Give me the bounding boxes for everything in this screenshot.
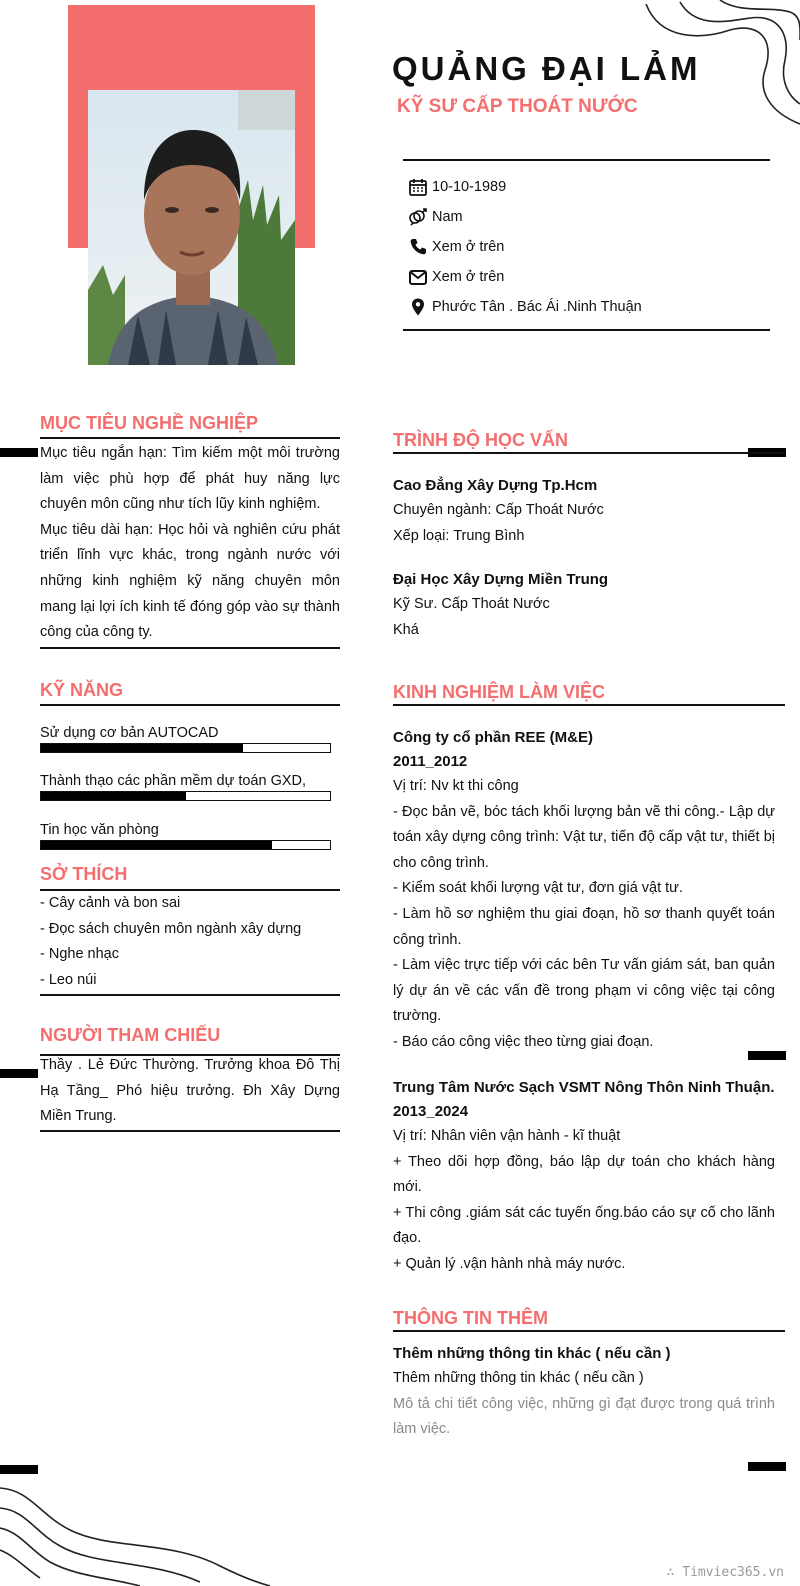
skill-bar-fill	[41, 744, 243, 752]
decorative-swirl-bottom	[0, 1470, 280, 1586]
additional-description: Mô tả chi tiết công việc, những gì đạt được trong quá trình làm việc.	[393, 1395, 775, 1438]
references-title: NGƯỜI THAM CHIẾU	[40, 1025, 221, 1045]
experience-detail: - Đọc bản vẽ, bóc tách khối lượng bản vẽ thi công.- Lập dự toán xây dựng công trình: Vật tư, tiến độ cấp vật tư, thiết bị cho công trình.	[393, 803, 775, 871]
decor-dash-left-2	[0, 1069, 38, 1078]
skill-bar-fill	[41, 792, 186, 800]
hobbies-title: SỞ THÍCH	[40, 864, 128, 884]
contact-row-birthday	[408, 172, 770, 202]
experience-detail: - Làm việc trực tiếp với các bên Tư vấn giám sát, ban quản lý dự án về các vấn đề trong phạm vi công việc tại công trường.	[393, 957, 775, 1025]
envelope-icon	[408, 267, 428, 287]
experience-details	[393, 800, 775, 1056]
education-school: Cao Đẳng Xây Dựng Tp.Hcm	[393, 477, 598, 494]
education-grade: Khá	[393, 621, 419, 638]
objective-text	[40, 441, 340, 646]
education-item	[393, 568, 775, 643]
education-major: Chuyên ngành: Cấp Thoát Nước	[393, 502, 604, 518]
experience-detail: - Kiểm soát khối lượng vật tư, đơn giá vật tư.	[393, 880, 683, 897]
objective-long-term: Mục tiêu dài hạn: Học hỏi và nghiên cứu phát triển lĩnh vực khác, trong ngành nước với những kinh nghiệm kỹ năng chuyên môn mang lại lợi ích kinh tế đóng góp vào sự thành công của công ty.	[40, 521, 340, 641]
references-bottom-rule	[40, 1130, 340, 1132]
experience-detail: + Thi công .giám sát các tuyến ống.báo cáo sự cố cho lãnh đạo.	[393, 1204, 775, 1247]
experience-detail: - Báo cáo công việc theo từng giai đoạn.	[393, 1033, 654, 1050]
skill-bar-fill	[41, 841, 272, 849]
education-rule	[393, 452, 785, 454]
additional-rule	[393, 1330, 785, 1332]
contact-bottom-rule	[403, 329, 770, 331]
list-item: - Cây cảnh và bon sai	[40, 895, 181, 911]
contact-row-gender	[408, 202, 770, 232]
skill-label: Thành thạo các phần mềm dự toán GXD,	[40, 773, 307, 789]
candidate-name: QUẢNG ĐẠI LẢM	[392, 50, 701, 87]
experience-title: KINH NGHIỆM LÀM VIỆC	[393, 682, 606, 702]
decor-dash-left-1	[0, 448, 38, 457]
experience-item	[393, 726, 775, 1056]
contact-row-email	[408, 262, 770, 292]
objective-short-term: Mục tiêu ngắn hạn: Tìm kiếm một môi trường làm việc phù hợp để phát huy năng lực chuyên môn cũng như tích lũy kinh nghiệm.	[40, 445, 340, 513]
hobbies-list	[40, 891, 340, 993]
skill-label: Sử dụng cơ bản AUTOCAD	[40, 725, 219, 741]
skill-item	[40, 772, 340, 801]
calendar-icon	[408, 177, 428, 197]
skill-bar	[40, 791, 331, 801]
education-item	[393, 474, 775, 549]
additional-line: Thêm những thông tin khác ( nếu cần )	[393, 1370, 644, 1386]
education-major: Kỹ Sư. Cấp Thoát Nước	[393, 596, 550, 612]
skill-item	[40, 724, 340, 753]
gender-text: Nam	[432, 209, 463, 225]
experience-item	[393, 1076, 775, 1278]
job-title: KỸ SƯ CẤP THOÁT NƯỚC	[397, 96, 638, 117]
additional-title: THÔNG TIN THÊM	[393, 1308, 548, 1328]
experience-position: Vị trí: Nv kt thi công	[393, 778, 519, 794]
objective-rule	[40, 437, 340, 439]
skill-label: Tin học văn phòng	[40, 822, 159, 838]
contact-info	[408, 172, 770, 322]
phone-icon	[408, 237, 428, 257]
references-text: Thầy . Lẻ Đức Thường. Trưởng khoa Đô Thị Hạ Tầng_ Phó hiệu trưởng. Đh Xây Dựng Miền Trung.	[40, 1057, 340, 1125]
experience-position: Vị trí: Nhân viên vận hành - kĩ thuật	[393, 1128, 621, 1144]
address-text: Phước Tân . Bác Ái .Ninh Thuận	[432, 299, 642, 315]
skill-bar	[40, 743, 331, 753]
education-grade: Xếp loại: Trung Bình	[393, 527, 525, 544]
birthday-text: 10-10-1989	[432, 179, 507, 195]
map-marker-icon	[408, 297, 428, 317]
experience-detail: + Theo dõi hợp đồng, báo lập dự toán cho khách hàng mới.	[393, 1153, 775, 1196]
phone-text: Xem ở trên	[432, 239, 505, 255]
experience-period: 2013_2024	[393, 1103, 469, 1120]
additional-info	[393, 1342, 775, 1443]
decor-dash-left-3	[0, 1465, 38, 1474]
skills-title: KỸ NĂNG	[40, 680, 124, 700]
list-item: - Leo núi	[40, 971, 97, 988]
experience-rule	[393, 704, 785, 706]
skill-bar	[40, 840, 331, 850]
hobbies-bottom-rule	[40, 994, 340, 996]
contact-row-address	[408, 292, 770, 322]
avatar	[88, 90, 295, 365]
contact-row-phone	[408, 232, 770, 262]
experience-detail: + Quản lý .vận hành nhà máy nước.	[393, 1255, 626, 1272]
email-text: Xem ở trên	[432, 269, 505, 285]
experience-period: 2011_2012	[393, 753, 468, 770]
experience-company: Công ty cổ phần REE (M&E)	[393, 729, 593, 746]
experience-details	[393, 1150, 775, 1278]
skill-item	[40, 821, 340, 850]
watermark: ∴ Timviec365.vn	[666, 1565, 784, 1580]
contact-top-rule	[403, 159, 770, 161]
objective-title: MỤC TIÊU NGHỀ NGHIỆP	[40, 413, 259, 433]
experience-detail: - Làm hồ sơ nghiệm thu giai đoạn, hồ sơ thanh quyết toán công trình.	[393, 905, 775, 948]
objective-bottom-rule	[40, 647, 340, 649]
list-item: - Nghe nhạc	[40, 946, 119, 963]
education-school: Đại Học Xây Dựng Miền Trung	[393, 571, 609, 588]
experience-company: Trung Tâm Nước Sạch VSMT Nông Thôn Ninh Thuận.	[393, 1079, 775, 1096]
gender-icon	[408, 207, 428, 227]
decor-dash-right-3	[748, 1462, 786, 1471]
additional-heading: Thêm những thông tin khác ( nếu cần )	[393, 1345, 671, 1362]
skills-rule	[40, 704, 340, 706]
education-title: TRÌNH ĐỘ HỌC VẤN	[393, 430, 568, 450]
list-item: - Đọc sách chuyên môn ngành xây dựng	[40, 920, 302, 937]
